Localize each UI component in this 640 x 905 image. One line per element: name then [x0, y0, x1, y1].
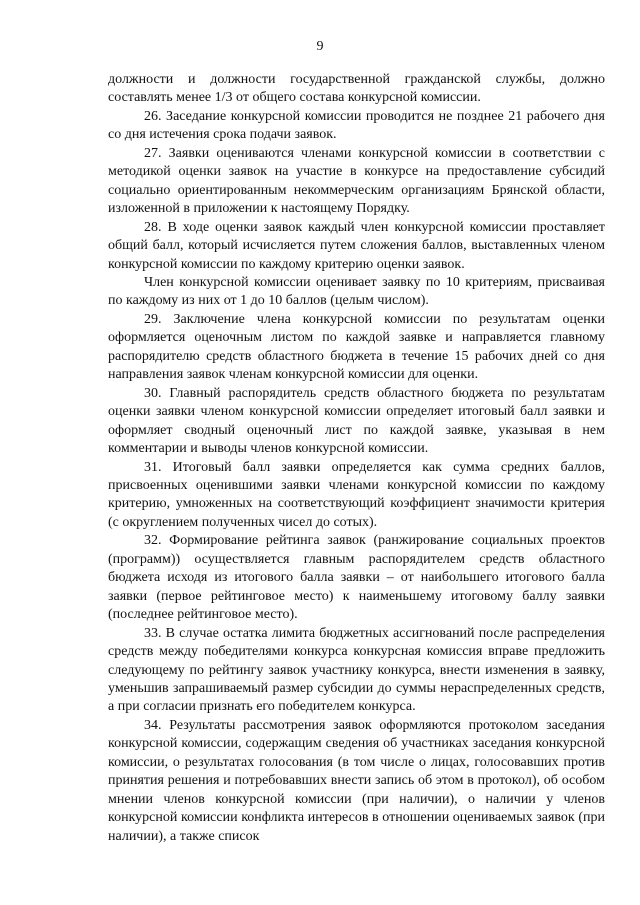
page-number: 9 [316, 39, 324, 54]
paragraph-31: 31. Итоговый балл заявки определяется как сумма средних баллов, присвоенных оценившими заявки членами конкурсной комиссии по каждому критерию, умноженных на соответствующий коэффициент значимости критерия (с округлением полученных чисел до сотых). [108, 459, 605, 530]
paragraph-continuation: должности и должности государственной гражданской службы, должно составлять менее 1/3 от общего состава конкурсной комиссии. [108, 72, 605, 106]
paragraph-32: 32. Формирование рейтинга заявок (ранжирование социальных проектов (программ)) осуществляется главным распорядителем средств областного бюджета исходя из итогового балла заявки – от наибольшего итогового балла заявки (первое рейтинговое место) к наименьшему итоговому баллу заявки (последнее рейтинговое место). [108, 533, 605, 623]
paragraph-33: 33. В случае остатка лимита бюджетных ассигнований после распределения средств между победителями конкурса конкурсная комиссия вправе предложить следующему по рейтингу заявок участнику конкурса, внести изменения в заявку, уменьшив запрашиваемый размер субсидии до суммы нераспределенных средств, а при согласии признать его победителем конкурса. [108, 625, 605, 715]
paragraph-27: 27. Заявки оцениваются членами конкурсной комиссии в соответствии с методикой оценки заявок на участие в конкурсе на предоставление субсидий социально ориентированным некоммерческим организациям Брянской области, изложенной в приложении к настоящему Порядку. [108, 145, 605, 217]
paragraph-29: 29. Заключение члена конкурсной комиссии по результатам оценки оформляется оценочным листом по каждой заявке и направляется главному распорядителю средств областного бюджета в течение 15 рабочих дней со дня направления заявок членам конкурсной комиссии для оценки. [108, 311, 605, 383]
paragraph-26: 26. Заседание конкурсной комиссии проводится не позднее 21 рабочего дня со дня истечения срока подачи заявок. [108, 108, 605, 143]
paragraph-28-criteria: Член конкурсной комиссии оценивает заявку по 10 критериям, присваивая по каждому из них от 1 до 10 баллов (целым числом). [108, 274, 605, 309]
document-body [108, 71, 605, 846]
paragraph-30: 30. Главный распорядитель средств областного бюджета по результатам оценки заявки членом конкурсной комиссии определяет итоговый балл заявки и оформляет сводный оценочный лист по каждой заявке, указывая в нем комментарии и выводы членов конкурсной комиссии. [108, 385, 605, 457]
paragraph-34: 34. Результаты рассмотрения заявок оформляются протоколом заседания конкурсной комиссии, содержащим сведения об участниках заседания конкурсной комиссии, о результатах голосования (в том числе о лицах, голосовавших против принятия решения и потребовавших внести запись об этом в протокол), об особом мнении членов конкурсной комиссии (при наличии), о наличии у членов конкурсной комиссии конфликта интересов в отношении оцениваемых заявок (при наличии), а также список [108, 717, 605, 844]
paragraph-28: 28. В ходе оценки заявок каждый член конкурсной комиссии проставляет общий балл, который исчисляется путем сложения баллов, выставленных членом конкурсной комиссии по каждому критерию оценки заявок. [108, 219, 605, 272]
